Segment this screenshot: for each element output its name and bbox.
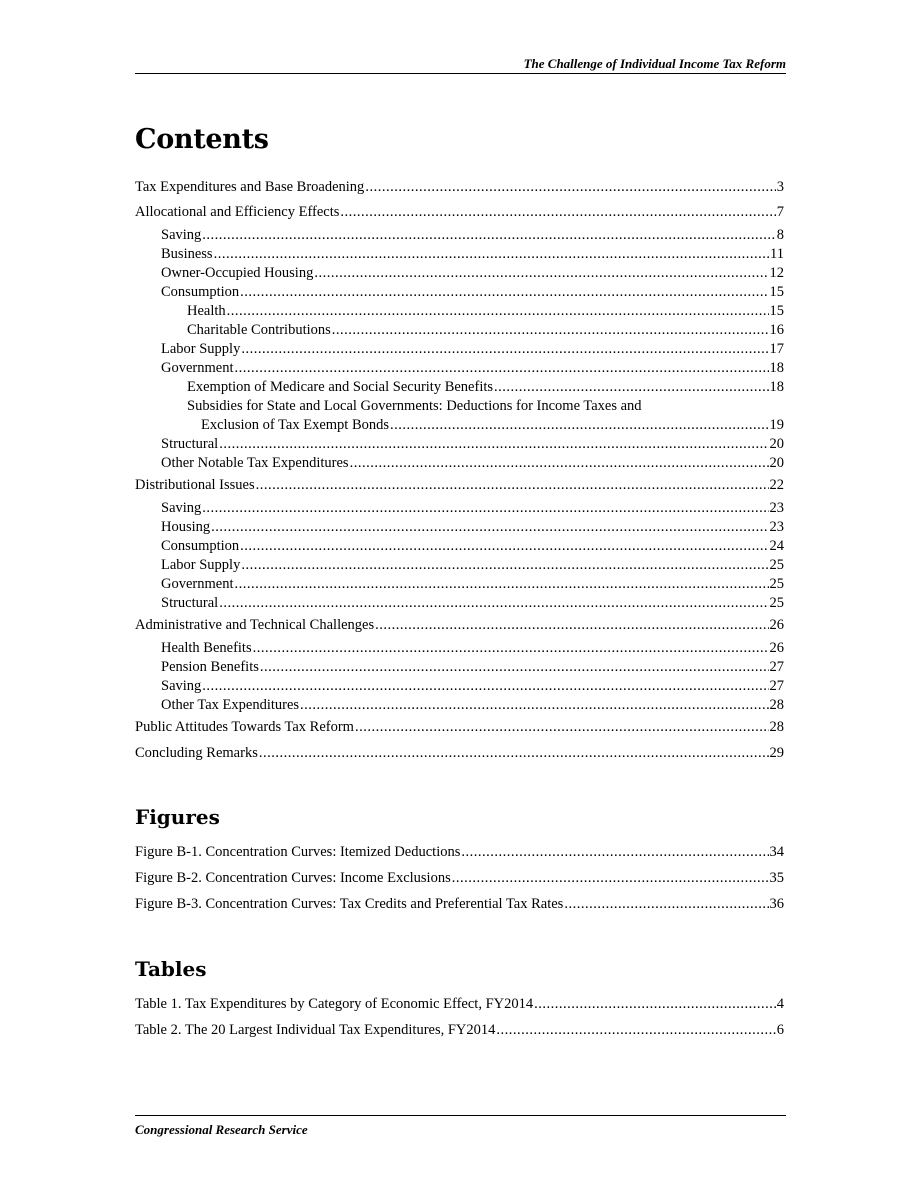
toc-page: 15 xyxy=(769,284,784,300)
toc-entry-level2[interactable] xyxy=(161,264,784,283)
toc-page: 11 xyxy=(770,246,784,262)
toc-label: Tax Expenditures and Base Broadening xyxy=(135,179,365,195)
toc-entry-level2[interactable] xyxy=(161,658,784,677)
toc-entry-level2[interactable] xyxy=(161,639,784,658)
toc-entry-level2[interactable] xyxy=(161,340,784,359)
toc-entry-level1[interactable] xyxy=(135,744,784,763)
toc-page: 15 xyxy=(769,303,784,319)
toc-label: Owner-Occupied Housing xyxy=(161,265,314,281)
toc-page: 18 xyxy=(769,360,784,376)
toc-page: 23 xyxy=(769,500,784,516)
toc-label: Concluding Remarks xyxy=(135,745,258,761)
toc-entry-level2[interactable] xyxy=(161,359,784,378)
toc-label: Charitable Contributions xyxy=(187,322,331,338)
toc-label: Table 2. The 20 Largest Individual Tax Expenditures, FY2014 xyxy=(135,1022,496,1038)
toc-label: Health xyxy=(187,303,226,319)
toc-page: 3 xyxy=(776,179,784,195)
toc-entry-level1[interactable] xyxy=(135,616,784,635)
toc-entry-level2[interactable] xyxy=(161,283,784,302)
toc-entry-level3[interactable] xyxy=(187,321,784,340)
toc-label: Exemption of Medicare and Social Security Benefits xyxy=(187,379,494,395)
toc-page: 7 xyxy=(776,204,784,220)
figure-entry[interactable] xyxy=(135,843,784,862)
toc-page: 20 xyxy=(769,436,784,452)
header-title: The Challenge of Individual Income Tax Reform xyxy=(523,56,786,71)
toc-label: Consumption xyxy=(161,284,240,300)
toc-page: 26 xyxy=(769,617,784,633)
toc-page: 20 xyxy=(769,455,784,471)
toc-entry-level2[interactable] xyxy=(161,226,784,245)
toc-label: Figure B-1. Concentration Curves: Itemized Deductions xyxy=(135,844,461,860)
toc-label: Allocational and Efficiency Effects xyxy=(135,204,340,220)
figures-heading: Figures xyxy=(135,805,220,829)
toc-page: 24 xyxy=(769,538,784,554)
page-footer xyxy=(135,1115,786,1139)
toc-label: Pension Benefits xyxy=(161,659,259,675)
toc-page: 25 xyxy=(769,557,784,573)
toc-label: Saving xyxy=(161,678,202,694)
toc-page: 25 xyxy=(769,576,784,592)
toc-entry-level2[interactable] xyxy=(161,696,784,715)
toc-page: 29 xyxy=(769,745,784,761)
toc-page: 25 xyxy=(769,595,784,611)
toc-page: 35 xyxy=(769,870,784,886)
toc-entry-level1[interactable] xyxy=(135,203,784,222)
toc-entry-level1[interactable] xyxy=(135,178,784,197)
toc-label: Saving xyxy=(161,500,202,516)
toc-label: Figure B-2. Concentration Curves: Income Exclusions xyxy=(135,870,451,886)
toc-entry-level2[interactable] xyxy=(161,454,784,473)
figure-entry[interactable] xyxy=(135,869,784,888)
table-entry[interactable] xyxy=(135,995,784,1014)
toc-page: 36 xyxy=(769,896,784,912)
toc-entry-level2[interactable] xyxy=(161,518,784,537)
toc-entry-level2[interactable] xyxy=(161,537,784,556)
toc-entry-level1[interactable] xyxy=(135,718,784,737)
toc-page: 4 xyxy=(776,996,784,1012)
toc-label: Structural xyxy=(161,595,219,611)
toc-page: 27 xyxy=(769,659,784,675)
footer-text: Congressional Research Service xyxy=(135,1122,308,1137)
toc-label: Administrative and Technical Challenges xyxy=(135,617,375,633)
toc-label: Labor Supply xyxy=(161,341,241,357)
toc-page: 28 xyxy=(769,719,784,735)
toc-entry-level2[interactable] xyxy=(161,556,784,575)
toc-label: Saving xyxy=(161,227,202,243)
toc-label: Public Attitudes Towards Tax Reform xyxy=(135,719,354,735)
toc-entry-level2[interactable] xyxy=(161,499,784,518)
toc-label: Other Tax Expenditures xyxy=(161,697,300,713)
toc-entry-level1[interactable] xyxy=(135,476,784,495)
toc-label: Distributional Issues xyxy=(135,477,255,493)
toc-label: Table 1. Tax Expenditures by Category of Economic Effect, FY2014 xyxy=(135,996,534,1012)
toc-entry-level3[interactable] xyxy=(187,302,784,321)
toc-label: Exclusion of Tax Exempt Bonds xyxy=(201,417,390,433)
toc-label: Figure B-3. Concentration Curves: Tax Credits and Preferential Tax Rates xyxy=(135,896,564,912)
page-header xyxy=(135,56,786,74)
toc-page: 12 xyxy=(769,265,784,281)
toc-page: 17 xyxy=(769,341,784,357)
table-entry[interactable] xyxy=(135,1021,784,1040)
toc-label: Health Benefits xyxy=(161,640,252,656)
toc-page: 27 xyxy=(769,678,784,694)
contents-heading: Contents xyxy=(135,124,269,155)
toc-page: 26 xyxy=(769,640,784,656)
toc-entry-level2[interactable] xyxy=(161,677,784,696)
toc-entry-level2[interactable] xyxy=(161,575,784,594)
tables-heading: Tables xyxy=(135,957,207,981)
toc-label: Other Notable Tax Expenditures xyxy=(161,455,349,471)
toc-label: Government xyxy=(161,576,234,592)
toc-label: Housing xyxy=(161,519,211,535)
toc-page: 22 xyxy=(769,477,784,493)
toc-label: Business xyxy=(161,246,213,262)
toc-label-wrapped-line[interactable]: Subsidies for State and Local Governments: Deductions for Income Taxes and xyxy=(187,398,642,414)
toc-entry-level3[interactable] xyxy=(187,378,784,397)
toc-page: 6 xyxy=(776,1022,784,1038)
toc-label: Labor Supply xyxy=(161,557,241,573)
toc-label: Structural xyxy=(161,436,219,452)
toc-page: 18 xyxy=(769,379,784,395)
toc-page: 34 xyxy=(769,844,784,860)
toc-entry-level2[interactable] xyxy=(161,435,784,454)
toc-page: 23 xyxy=(769,519,784,535)
toc-label: Consumption xyxy=(161,538,240,554)
toc-page: 19 xyxy=(769,417,784,433)
toc-page: 28 xyxy=(769,697,784,713)
toc-entry-level2[interactable] xyxy=(161,245,784,264)
toc-entry-level2[interactable] xyxy=(161,594,784,613)
toc-page: 8 xyxy=(776,227,784,243)
figure-entry[interactable] xyxy=(135,895,784,914)
toc-entry-level3-continuation[interactable] xyxy=(201,416,784,435)
toc-page: 16 xyxy=(769,322,784,338)
toc-label: Government xyxy=(161,360,234,376)
